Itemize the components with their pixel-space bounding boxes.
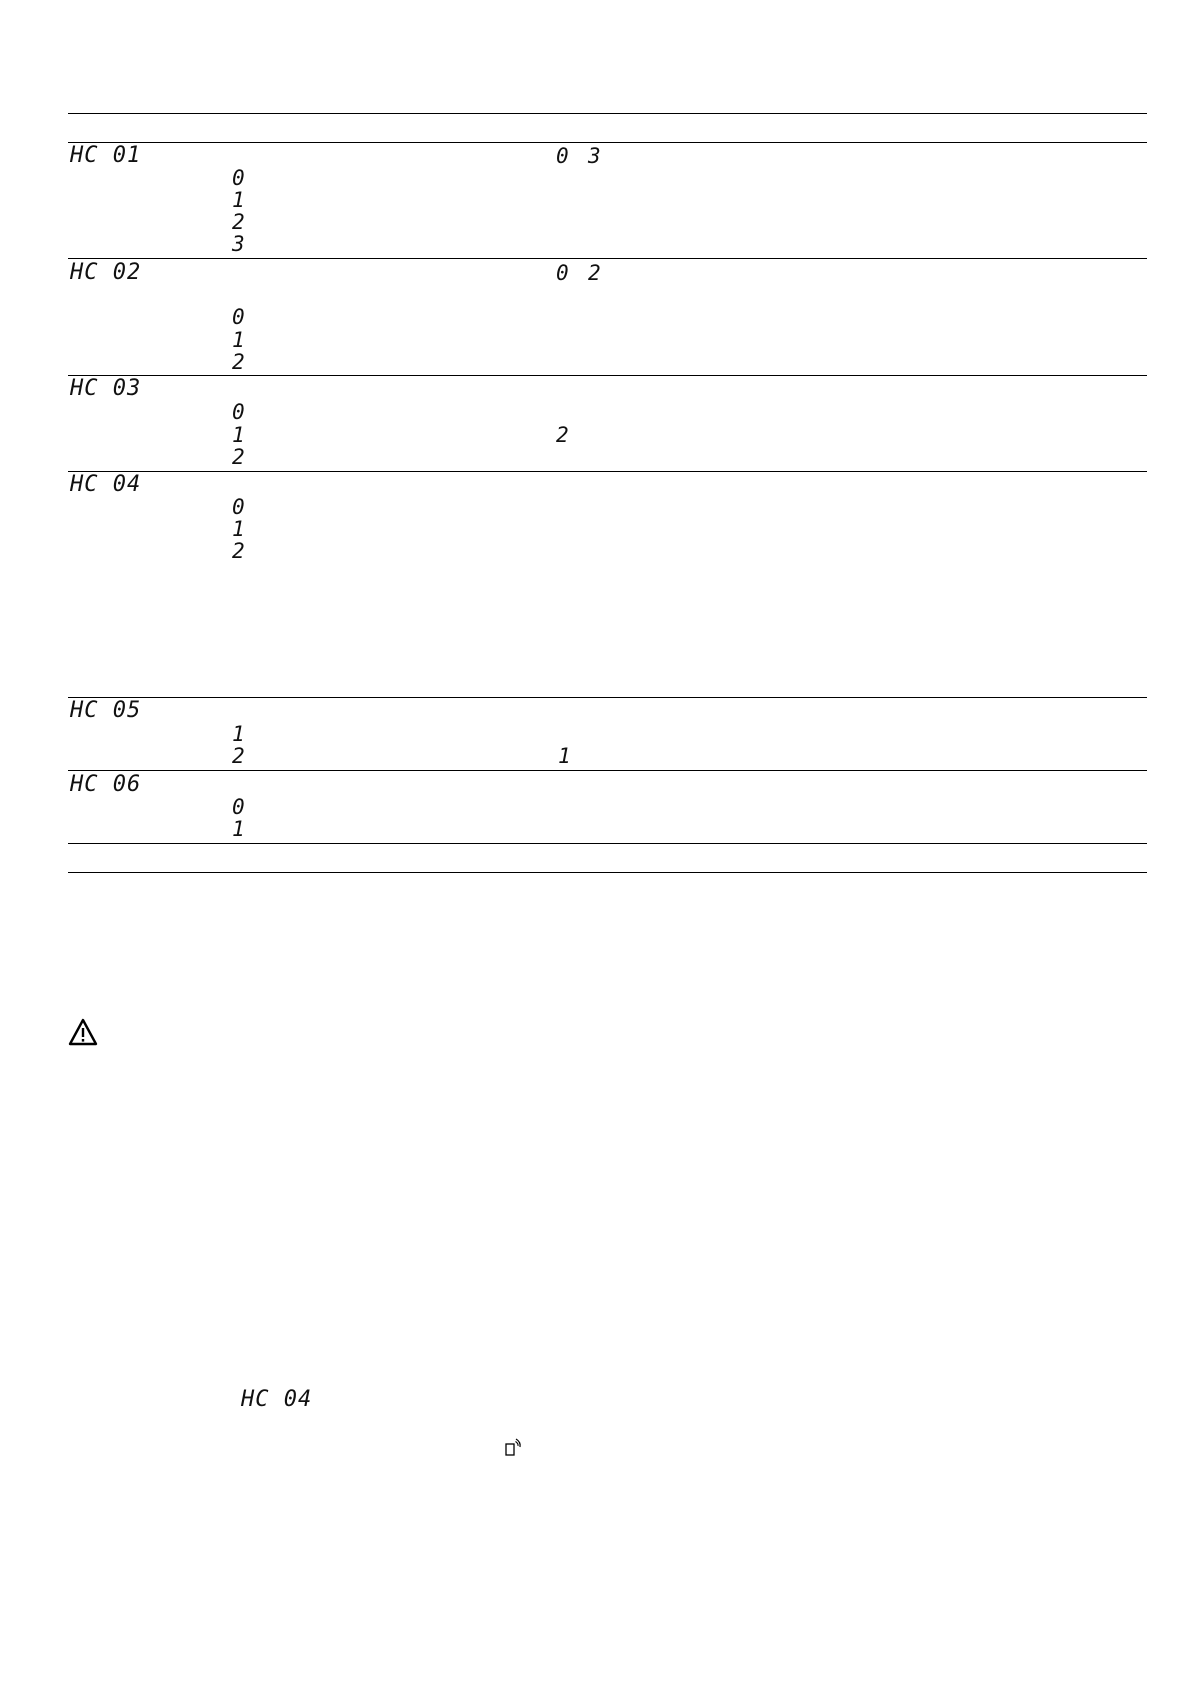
row-divider bbox=[68, 770, 1147, 771]
setting-option: 0 bbox=[232, 495, 246, 519]
row-divider bbox=[68, 258, 1147, 259]
table-bottom-rule bbox=[68, 872, 1147, 873]
setting-option: 1 bbox=[232, 188, 246, 212]
table-top-rule bbox=[68, 113, 1147, 114]
setting-code: HC 04 bbox=[70, 472, 142, 497]
setting-option: 2 bbox=[232, 744, 246, 768]
default-value: 1 bbox=[558, 744, 572, 768]
setting-option: 0 bbox=[232, 400, 246, 424]
range-to: 3 bbox=[588, 144, 602, 168]
row-divider bbox=[68, 471, 1147, 472]
setting-option: 3 bbox=[232, 232, 246, 256]
setting-option: 1 bbox=[232, 423, 246, 447]
table-footer-rule bbox=[68, 843, 1147, 844]
range-to: 2 bbox=[588, 261, 602, 285]
setting-code: HC 01 bbox=[70, 143, 142, 168]
range-from: 0 bbox=[556, 261, 570, 285]
setting-option: 1 bbox=[232, 517, 246, 541]
setting-option: 0 bbox=[232, 305, 246, 329]
setting-option: 0 bbox=[232, 795, 246, 819]
default-value: 2 bbox=[556, 423, 570, 447]
range-from: 0 bbox=[556, 144, 570, 168]
warning-triangle-icon bbox=[68, 1018, 98, 1046]
setting-option: 2 bbox=[232, 539, 246, 563]
setting-option: 1 bbox=[232, 328, 246, 352]
setting-code: HC 03 bbox=[70, 376, 142, 401]
setting-option: 1 bbox=[232, 817, 246, 841]
inline-setting-code: HC 04 bbox=[241, 1387, 313, 1412]
setting-code: HC 05 bbox=[70, 698, 142, 723]
remote-start-icon bbox=[505, 1437, 523, 1457]
setting-code: HC 06 bbox=[70, 772, 142, 797]
setting-option: 0 bbox=[232, 166, 246, 190]
setting-option: 2 bbox=[232, 210, 246, 234]
row-divider bbox=[68, 375, 1147, 376]
row-divider bbox=[68, 697, 1147, 698]
setting-option: 1 bbox=[232, 722, 246, 746]
table-header-rule bbox=[68, 142, 1147, 143]
setting-option: 2 bbox=[232, 445, 246, 469]
setting-code: HC 02 bbox=[70, 260, 142, 285]
setting-option: 2 bbox=[232, 350, 246, 374]
